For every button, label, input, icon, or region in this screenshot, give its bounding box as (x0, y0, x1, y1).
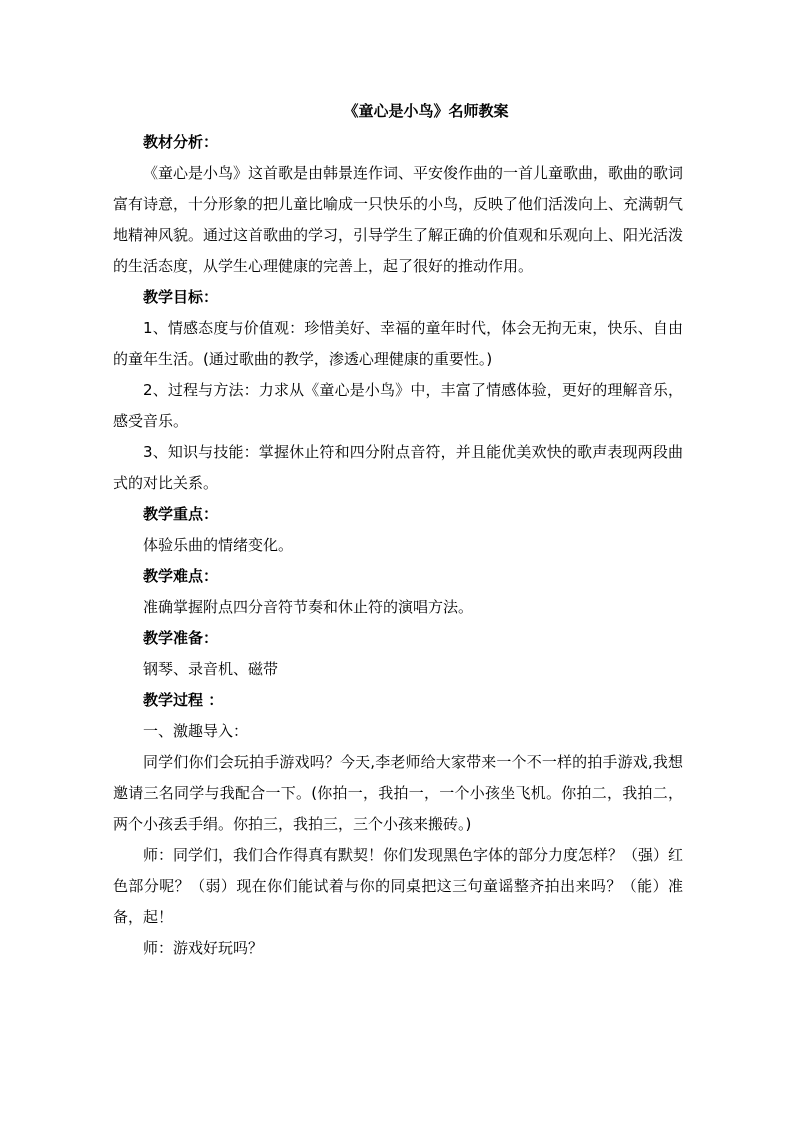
section-heading: 教材分析： (143, 133, 219, 151)
section-heading: 教学过程 ： (143, 691, 224, 709)
body-paragraph: 师：游戏好玩吗？ (143, 939, 264, 957)
body-paragraph: 钢琴、录音机、磁带 (143, 660, 279, 678)
body-paragraph: 1、情感态度与价值观：珍惜美好、幸福的童年时代，体会无拘无束，快乐、自由的童年生活。(通过歌曲的教学，渗透心理健康的重要性。) (113, 319, 683, 368)
body-paragraph: 同学们你们会玩拍手游戏吗？今天,李老师给大家带来一个不一样的拍手游戏,我想邀请三名同学与我配合一下。(你拍一，我拍一，一个小孩坐飞机。你拍二，我拍二，两个小孩丢手绢。你拍三，我拍三，三个小孩来搬砖。) (113, 753, 683, 833)
body-paragraph: 3、知识与技能：掌握休止符和四分附点音符，并且能优美欢快的歌声表现两段曲式的对比关系。 (113, 443, 683, 492)
section-heading: 教学目标： (143, 288, 219, 306)
body-paragraph: 一、激趣导入： (143, 722, 249, 740)
body-paragraph: 体验乐曲的情绪变化。 (143, 536, 294, 554)
body-paragraph: 2、过程与方法：力求从《童心是小鸟》中，丰富了情感体验，更好的理解音乐，感受音乐。 (113, 381, 683, 430)
section-heading: 教学准备： (143, 629, 219, 647)
section-heading: 教学重点： (143, 505, 219, 523)
document-title: 《童心是小鸟》名师教案 (343, 102, 509, 120)
document-body (113, 127, 683, 964)
section-heading: 教学难点： (143, 567, 219, 585)
body-paragraph: 准确掌握附点四分音符节奏和休止符的演唱方法。 (143, 598, 474, 616)
document-page (113, 96, 683, 964)
body-paragraph: 师：同学们，我们合作得真有默契！你们发现黑色字体的部分力度怎样？（强）红色部分呢？（弱）现在你们能试着与你的同桌把这三句童谣整齐拍出来吗？（能）准备，起！ (113, 846, 684, 926)
body-paragraph: 《童心是小鸟》这首歌是由韩景连作词、平安俊作曲的一首儿童歌曲，歌曲的歌词富有诗意，十分形象的把儿童比喻成一只快乐的小鸟，反映了他们活泼向上、充满朝气地精神风貌。通过这首歌曲的学习，引导学生了解正确的价值观和乐观向上、阳光活泼的生活态度，从学生心理健康的完善上，起了很好的推动作用。 (113, 164, 684, 275)
